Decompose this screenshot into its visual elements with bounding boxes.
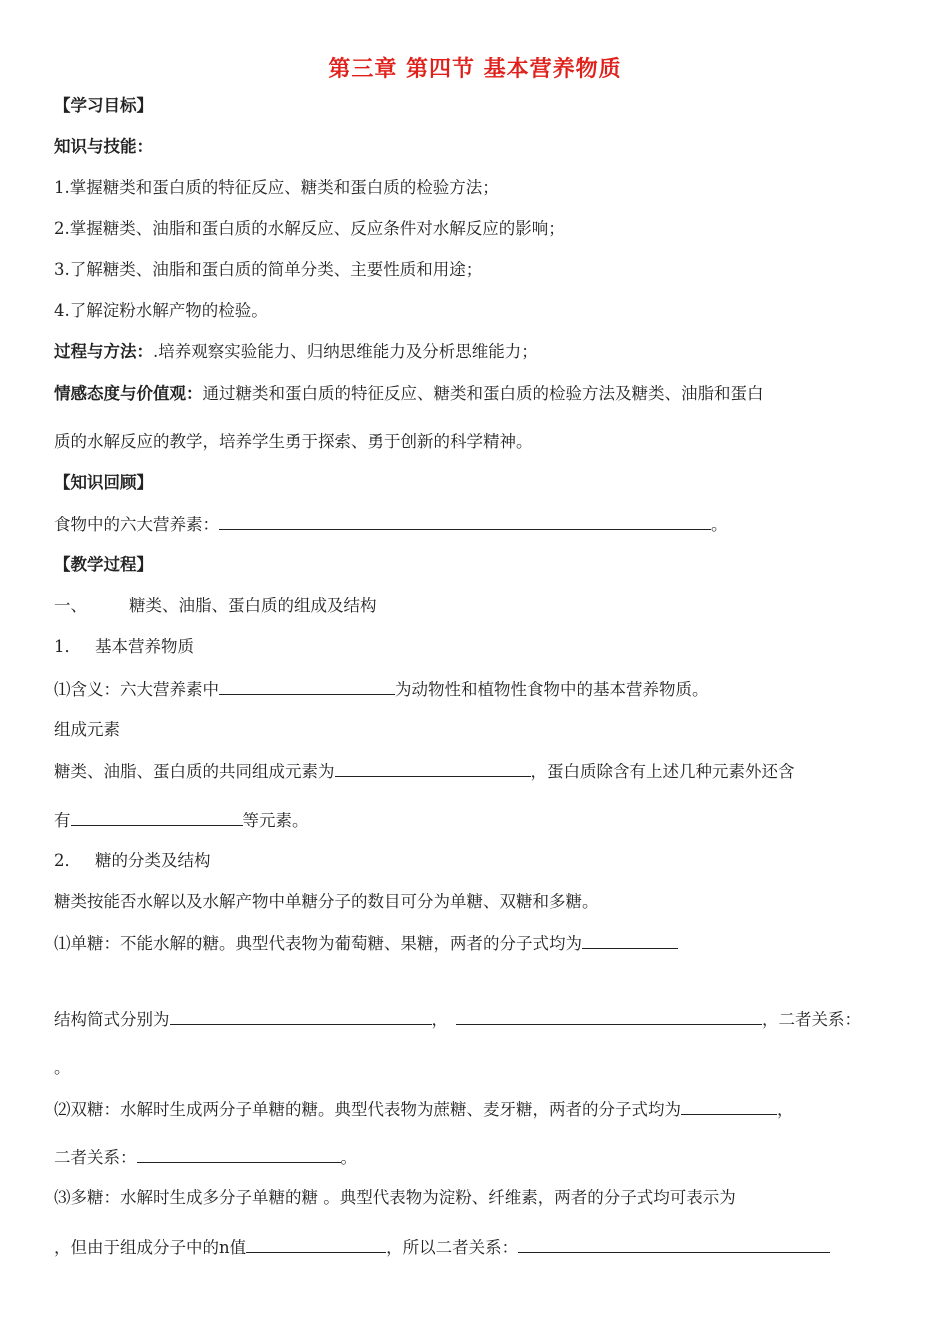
poly-text: ⑶多糖：水解时生成多分子单糖的糖 。典型代表物为淀粉、纤维素，两者的分子式均可表示为: [54, 1188, 736, 1207]
def-prefix: ⑴含义：六大营养素中: [54, 680, 219, 699]
attitude-text-2: 质的水解反应的教学，培养学生勇于探索、勇于创新的科学精神。: [54, 432, 533, 451]
review-blank[interactable]: [219, 514, 711, 530]
elements-line-2: [54, 810, 309, 831]
attitude-text-1: 通过糖类和蛋白质的特征反应、糖类和蛋白质的检验方法及糖类、油脂和蛋白: [202, 384, 764, 403]
di-line: [54, 1099, 794, 1120]
elements-text-2: ，蛋白质除含有上述几种元素外还含: [530, 762, 795, 781]
def-blank[interactable]: [219, 679, 395, 695]
knowledge-skills-label: 知识与技能：: [54, 137, 153, 156]
item1-title: 基本营养物质: [95, 637, 194, 656]
attitude-line: [54, 384, 764, 404]
elements-text-4: 等元素。: [242, 811, 309, 830]
mono-blank[interactable]: [582, 933, 678, 949]
item1-line: [54, 637, 194, 657]
teaching-header: 【教学过程】: [54, 555, 153, 574]
objective-3: 3.了解糖类、油脂和蛋白质的简单分类、主要性质和用途；: [54, 260, 483, 279]
di-end: 。: [340, 1148, 357, 1167]
di-relation: 二者关系：: [54, 1148, 137, 1167]
struct-line: [54, 1009, 861, 1030]
review-line: [54, 514, 728, 535]
part-one-title: 糖类、油脂、蛋白质的组成及结构: [129, 596, 377, 615]
di-relation-line: [54, 1147, 357, 1168]
struct-blank-1[interactable]: [170, 1009, 432, 1025]
attitude-label: 情感态度与价值观：: [54, 384, 203, 403]
elements-blank-2[interactable]: [71, 810, 243, 826]
part-one-line: [54, 596, 377, 616]
sugar-classify: 糖类按能否水解以及水解产物中单糖分子的数目可分为单糖、双糖和多糖。: [54, 892, 599, 911]
mono-text: ⑴单糖：不能水解的糖。典型代表物为葡萄糖、果糖，两者的分子式均为: [54, 934, 582, 953]
elements-blank-1[interactable]: [335, 761, 531, 777]
di-blank-1[interactable]: [681, 1099, 777, 1115]
elements-title: 组成元素: [54, 720, 120, 739]
process-line: [54, 342, 538, 362]
poly-blank-1[interactable]: [246, 1237, 386, 1253]
objectives-header: 【学习目标】: [54, 96, 153, 115]
item2-line: [54, 851, 211, 871]
mono-line: [54, 933, 678, 954]
item2-num: 2．: [54, 851, 81, 870]
item1-num: 1．: [54, 637, 81, 656]
process-text: .培养观察实验能力、归纳思维能力及分析思维能力；: [153, 342, 538, 361]
poly-text-3: ，所以二者关系：: [386, 1238, 519, 1257]
poly-blank-2[interactable]: [518, 1237, 830, 1253]
review-end: 。: [711, 515, 728, 534]
review-text: 食物中的六大营养素：: [54, 515, 219, 534]
struct-blank-2[interactable]: [456, 1009, 762, 1025]
poly-line-2: [54, 1237, 830, 1258]
def-suffix: 为动物性和植物性食物中的基本营养物质。: [395, 680, 709, 699]
elements-text-3: 有: [54, 811, 71, 830]
struct-prefix: 结构简式分别为: [54, 1010, 170, 1029]
elements-line-1: [54, 761, 795, 782]
struct-period: 。: [54, 1058, 71, 1077]
objective-1: 1.掌握糖类和蛋白质的特征反应、糖类和蛋白质的检验方法；: [54, 178, 499, 197]
objective-4: 4.了解淀粉水解产物的检验。: [54, 301, 268, 320]
review-header: 【知识回顾】: [54, 473, 153, 492]
struct-relation: ，二者关系：: [762, 1010, 861, 1029]
di-blank-2[interactable]: [137, 1147, 341, 1163]
di-comma: ，: [777, 1100, 794, 1119]
process-label: 过程与方法：: [54, 342, 153, 361]
poly-text-2: ，但由于组成分子中的n值: [54, 1238, 247, 1257]
item2-title: 糖的分类及结构: [95, 851, 211, 870]
elements-text-1: 糖类、油脂、蛋白质的共同组成元素为: [54, 762, 335, 781]
struct-comma: ，: [431, 1010, 448, 1029]
objective-2: 2.掌握糖类、油脂和蛋白质的水解反应、反应条件对水解反应的影响；: [54, 219, 565, 238]
part-one-num: 一、: [54, 596, 87, 615]
page-title: 第三章 第四节 基本营养物质: [328, 57, 622, 82]
definition-line: [54, 679, 709, 700]
di-text: ⑵双糖：水解时生成两分子单糖的糖。典型代表物为蔗糖、麦牙糖，两者的分子式均为: [54, 1100, 681, 1119]
